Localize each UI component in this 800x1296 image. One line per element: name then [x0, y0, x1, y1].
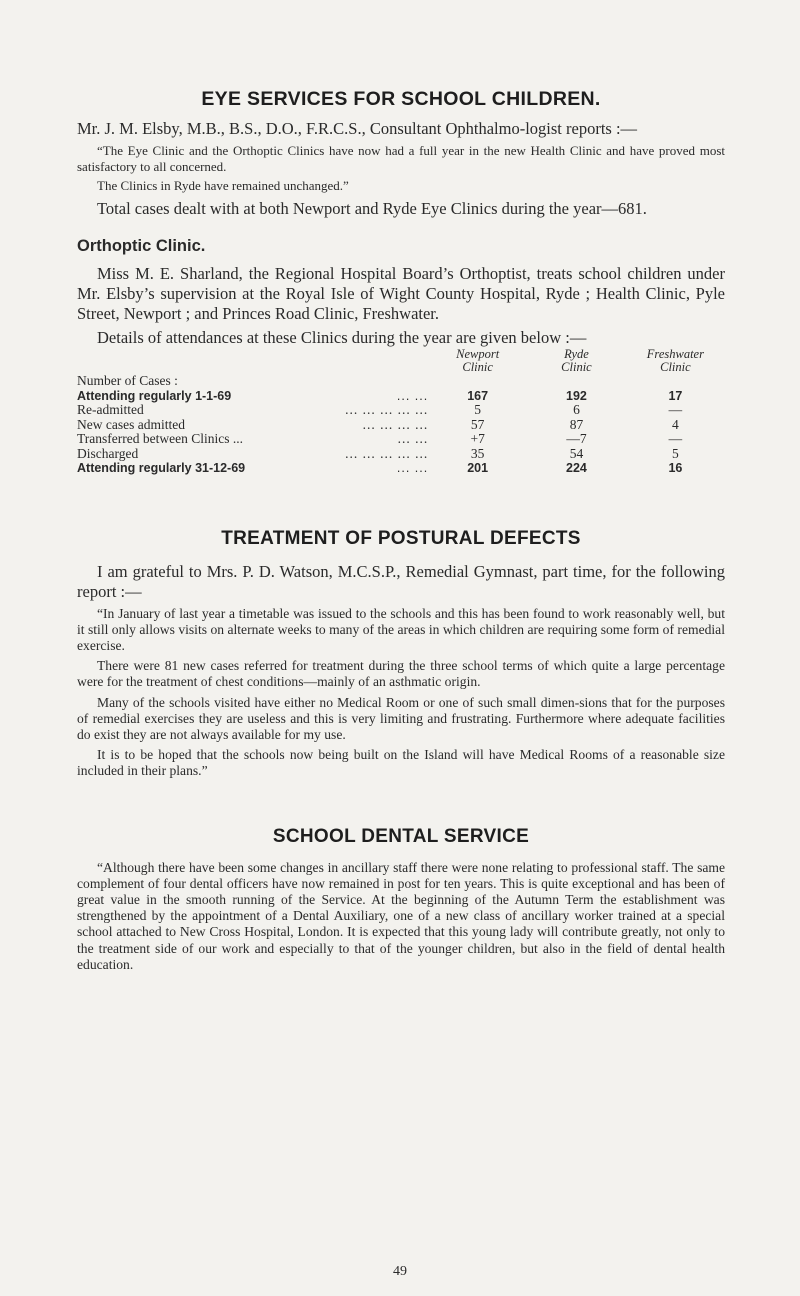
table-label-header-row [77, 374, 725, 389]
newport-value: +7 [470, 431, 485, 446]
row-leader: ... ... ... ... ... [345, 445, 429, 461]
table-header-row [77, 348, 725, 374]
table-row [77, 389, 725, 404]
row-label: Re-admitted [77, 402, 144, 417]
row-label: Attending regularly 31-12-69 [77, 461, 246, 475]
freshwater-value: 5 [672, 445, 679, 461]
ryde-value: —7 [566, 431, 587, 446]
dental-title: SCHOOL DENTAL SERVICE [272, 825, 530, 847]
table-row [77, 432, 725, 447]
postural-intro: I am grateful to Mrs. P. D. Watson, M.C.S.P., Remedial Gymnast, part time, for the following report :— [77, 561, 725, 601]
attendance-table [77, 348, 725, 476]
ryde-value: 54 [569, 445, 584, 461]
postural-para-2: There were 81 new cases referred for treatment during the three school terms of which quite a large percentage were for the treatment of chest conditions—mainly of an asthmatic origin. [77, 658, 725, 690]
row-leader: ... ... ... ... [362, 416, 429, 432]
ryde-value: 87 [569, 416, 584, 432]
eye-intro: Mr. J. M. Elsby, M.B., B.S., D.O., F.R.C.S., Consultant Ophthalmo-logist reports :— [77, 119, 638, 138]
freshwater-value: — [668, 431, 683, 446]
ryde-value: 192 [566, 388, 587, 403]
row-label: Discharged [77, 445, 139, 461]
col-freshwater: Freshwater Clinic [646, 347, 704, 374]
freshwater-value: 4 [672, 416, 679, 432]
col-newport: Newport Clinic [456, 347, 500, 374]
ryde-value: 6 [573, 402, 580, 417]
orthoptic-para-1: Miss M. E. Sharland, the Regional Hospital Board’s Orthoptist, treats school children under Mr. Elsby’s supervision at the Royal Isle of Wight County Hospital, Ryde ; Health Clinic, Pyle Street, Newport ; and Princes Road Clinic, Freshwater. [77, 264, 725, 323]
dental-para-1: “Although there have been some changes in ancillary staff there were none relating to professional staff. The same complement of four dental officers have now remained in post for ten years. This is quite exceptional and has been of great value in the smooth running of the Service. At the beginning of the Autumn Term the establishment was strengthened by the appointment of a Dental Auxiliary, one of a new class of ancillary worker trained at a special school attached to New Cross Hospital, London. It is expected that this young lady will contribute greatly, not only to the treatment side of our work and especially to that of the younger children, but also in the field of dental health education. [77, 859, 725, 972]
freshwater-value: 16 [668, 461, 683, 475]
eye-services-title: EYE SERVICES FOR SCHOOL CHILDREN. [201, 88, 601, 110]
row-leader: ... ... [396, 461, 429, 475]
postural-title: TREATMENT OF POSTURAL DEFECTS [221, 527, 581, 549]
eye-quote-1: “The Eye Clinic and the Orthoptic Clinics have now had a full year in the new Health Clinic and have proved most satisfactory to all concerned. [77, 143, 725, 174]
postural-para-4: It is to be hoped that the schools now being built on the Island will have Medical Rooms of a reasonable size included in their plans.” [77, 747, 725, 779]
orthoptic-heading: Orthoptic Clinic. [77, 237, 206, 255]
row-label: New cases admitted [77, 416, 185, 432]
table-row [77, 447, 725, 462]
col-ryde: Ryde Clinic [561, 347, 592, 374]
newport-value: 57 [470, 416, 485, 432]
table-row [77, 461, 725, 476]
row-label: Attending regularly 1-1-69 [77, 388, 232, 403]
row-leader: ... ... ... ... ... [345, 402, 429, 417]
newport-value: 5 [474, 402, 482, 417]
row-leader: ... ... [396, 388, 429, 403]
document-page [77, 88, 725, 973]
table-row [77, 403, 725, 418]
ryde-value: 224 [566, 461, 587, 475]
eye-quote-2: The Clinics in Ryde have remained unchanged.” [97, 178, 349, 193]
label-header: Number of Cases : [77, 373, 178, 388]
row-label: Transferred between Clinics ... [77, 431, 243, 446]
freshwater-value: — [668, 402, 683, 417]
postural-para-3: Many of the schools visited have either no Medical Room or one of such small dimen-sions that for the purposes of remedial exercises they are useless and this is very limiting and frustrating. Furthermore where adequate facilities do exist they are not always available for my use. [77, 694, 725, 742]
orthoptic-para-2: Details of attendances at these Clinics during the year are given below :— [97, 328, 587, 347]
newport-value: 201 [467, 461, 489, 475]
newport-value: 167 [467, 388, 489, 403]
eye-total: Total cases dealt with at both Newport and Ryde Eye Clinics during the year—681. [97, 199, 647, 218]
table-row [77, 418, 725, 433]
freshwater-value: 17 [668, 388, 683, 403]
page-number: 49 [393, 1264, 407, 1279]
row-leader: ... ... [397, 431, 429, 446]
newport-value: 35 [470, 445, 485, 461]
postural-para-1: “In January of last year a timetable was issued to the schools and this has been found to work reasonably well, but it still only allows visits on alternate weeks to many of the areas in which children are requiring some form of remedial exercise. [77, 605, 725, 653]
